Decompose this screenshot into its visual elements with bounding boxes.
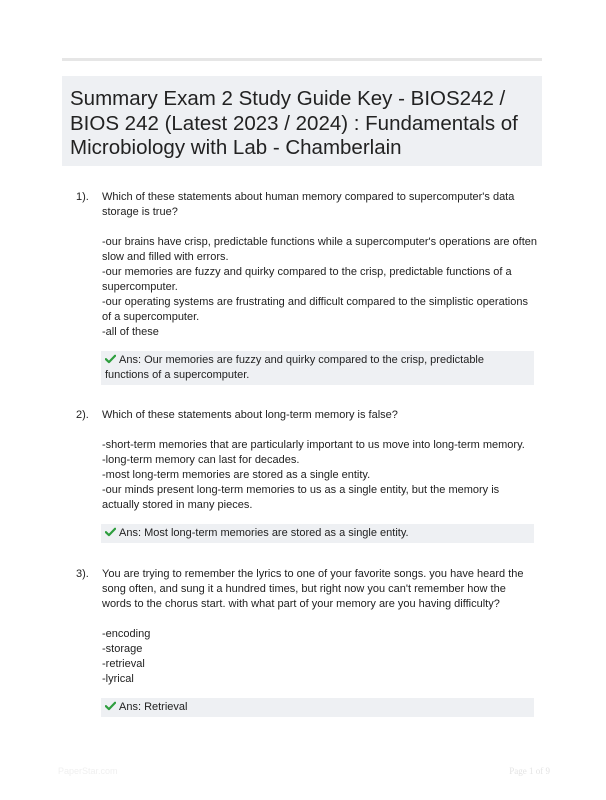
option-item: -our brains have crisp, predictable functions while a supercomputer's operations are often slow and filled with errors. <box>102 236 537 263</box>
question-body <box>102 190 538 385</box>
answer-text: Ans: Our memories are fuzzy and quirky compared to the crisp, predictable functions of a supercomputer. <box>105 354 484 381</box>
title-box <box>62 76 542 166</box>
answer-text: Ans: Most long-term memories are stored as a single entity. <box>119 527 409 539</box>
option-list <box>102 627 538 687</box>
question-text: Which of these statements about long-term memory is false? <box>102 409 398 421</box>
option-item: -encoding <box>102 628 151 640</box>
check-icon <box>105 527 116 537</box>
option-item: -storage <box>102 643 143 655</box>
option-item: -our memories are fuzzy and quirky compared to the crisp, predictable functions of a supercomputer. <box>102 266 512 293</box>
option-item: -most long-term memories are stored as a single entity. <box>102 469 371 481</box>
option-item: -lyrical <box>102 673 134 685</box>
page-number: Page 1 of 9 <box>509 766 550 776</box>
option-list <box>102 438 538 513</box>
question-text: Which of these statements about human memory compared to supercomputer's data storage is true? <box>102 191 515 218</box>
option-list <box>102 235 538 340</box>
answer-box <box>101 524 534 543</box>
question-number: 2). <box>76 409 89 421</box>
question-body <box>102 408 538 543</box>
option-item: -long-term memory can last for decades. <box>102 454 300 466</box>
footer-site: PaperStar.com <box>58 766 118 776</box>
top-rule <box>62 58 542 61</box>
question-text: You are trying to remember the lyrics to one of your favorite songs. you have heard the song often, and sung it a hundred times, but right now you can't remember how the words to the chorus start. with what part of your memory are you having difficulty? <box>102 568 524 610</box>
answer-text: Ans: Retrieval <box>119 701 188 713</box>
question-number: 3). <box>76 568 89 580</box>
answer-box <box>101 351 534 385</box>
check-icon <box>105 701 116 711</box>
option-item: -our minds present long-term memories to us as a single entity, but the memory is actually stored in many pieces. <box>102 484 500 511</box>
option-item: -short-term memories that are particularly important to us move into long-term memory. <box>102 439 525 451</box>
option-item: -retrieval <box>102 658 145 670</box>
question-number: 1). <box>76 191 89 203</box>
option-item: -our operating systems are frustrating and difficult compared to the simplistic operations of a supercomputer. <box>102 296 528 323</box>
answer-box <box>101 698 534 717</box>
question-body <box>102 567 538 717</box>
document-title: Summary Exam 2 Study Guide Key - BIOS242 / BIOS 242 (Latest 2023 / 2024) : Fundamentals of Microbiology with Lab - Chamberlain <box>70 87 518 159</box>
option-item: -all of these <box>102 326 159 338</box>
check-icon <box>105 354 116 364</box>
